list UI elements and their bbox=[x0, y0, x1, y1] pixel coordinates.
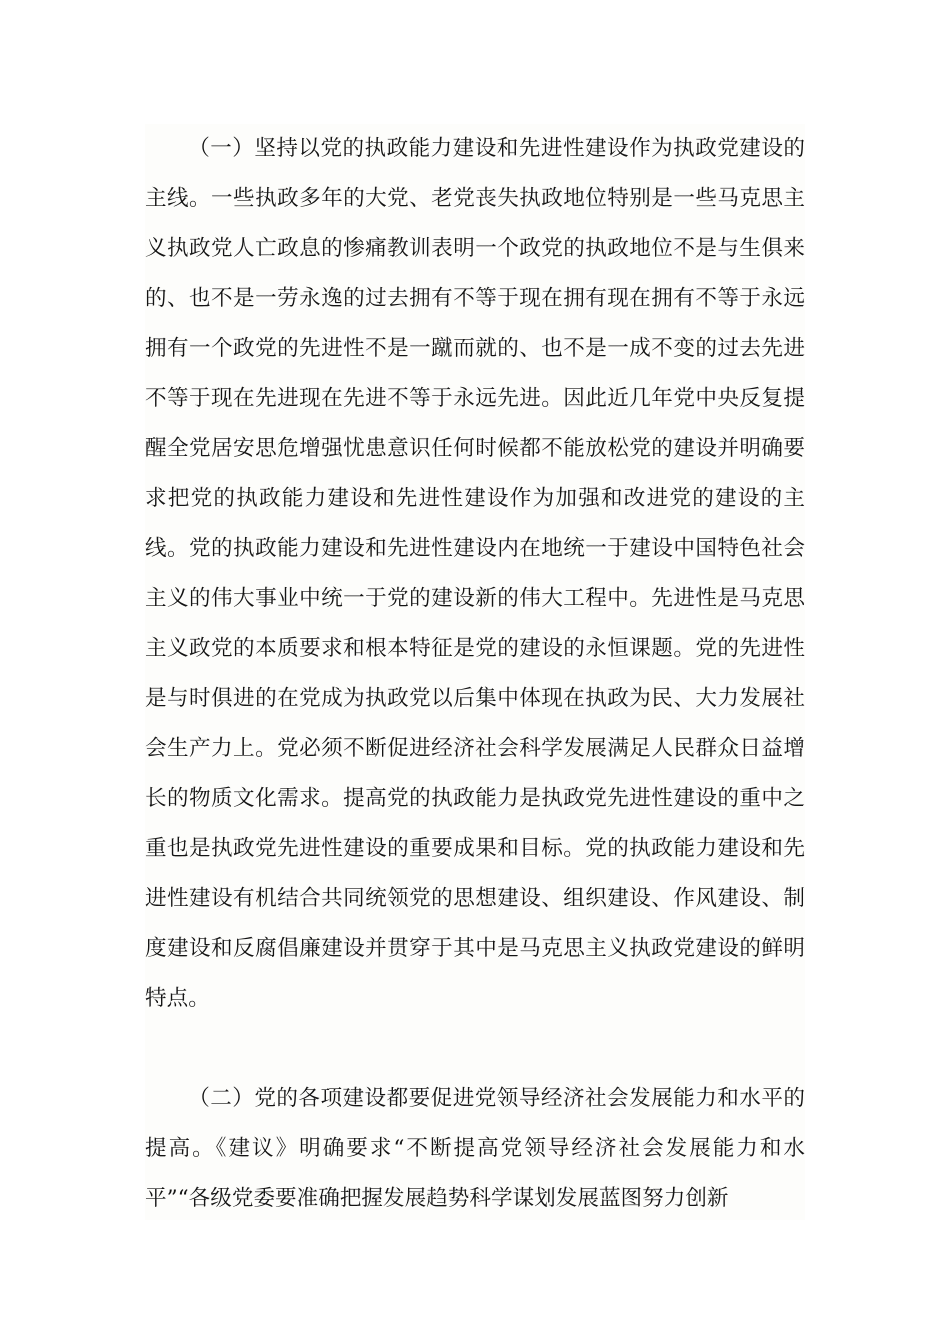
document-body bbox=[145, 124, 805, 1220]
paragraph-2: （二）党的各项建设都要促进党领导经济社会发展能力和水平的提高。《建议》明确要求“不断提高党领导经济社会发展能力和水平”“各级党委要准确把握发展趋势科学谋划发展蓝图努力创新 bbox=[145, 1086, 805, 1211]
paragraph-1: （一）坚持以党的执政能力建设和先进性建设作为执政党建设的主线。一些执政多年的大党、老党丧失执政地位特别是一些马克思主义执政党人亡政息的惨痛教训表明一个政党的执政地位不是与生俱来的、也不是一劳永逸的过去拥有不等于现在拥有现在拥有不等于永远拥有一个政党的先进性不是一蹴而就的、也不是一成不变的过去先进不等于现在先进现在先进不等于永远先进。因此近几年党中央反复提醒全党居安思危增强忧患意识任何时候都不能放松党的建设并明确要求把党的执政能力建设和先进性建设作为加强和改进党的建设的主线。党的执政能力建设和先进性建设内在地统一于建设中国特色社会主义的伟大事业中统一于党的建设新的伟大工程中。先进性是马克思主义政党的本质要求和根本特征是党的建设的永恒课题。党的先进性是与时俱进的在党成为执政党以后集中体现在执政为民、大力发展社会生产力上。党必须不断促进经济社会科学发展满足人民群众日益增长的物质文化需求。提高党的执政能力是执政党先进性建设的重中之重也是执政党先进性建设的重要成果和目标。党的执政能力建设和先进性建设有机结合共同统领党的思想建设、组织建设、作风建设、制度建设和反腐倡廉建设并贯穿于其中是马克思主义执政党建设的鲜明特点。 bbox=[145, 136, 805, 1011]
